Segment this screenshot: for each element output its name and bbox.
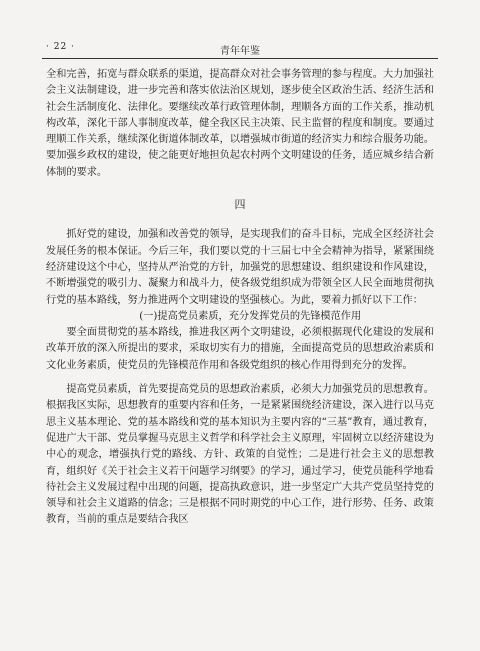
running-title: 青年年鉴 — [220, 46, 260, 57]
paragraph-intro: 抓好党的建设，加强和改善党的领导，是实现我们的奋斗目标，完成全区经济社会发展任务的根本保证。今后三年，我们要以党的十三届七中全会精神为指导，紧紧围绕经济建设这个中心，坚持从严治党的方针，加强党的思想建设、组织建设和作风建设，不断增强党的吸引力、凝聚力和战斗力，使各级党组织成为带领全区人民全面地贯彻执行党的基本路线，努力推进两个文明建设的坚强核心。为此，要着力抓好以下工作： — [46, 229, 434, 306]
paragraph-sub1: 要全面贯彻党的基本路线，推进我区两个文明建设，必须根据现代化建设的发展和改革开放的深入所提出的要求，采取切实有力的措施，全面提高党员的思想政治素质和文化业务素质，使党员的先锋模范作用和各级党组织的核心作用得到充分的发挥。 — [46, 327, 434, 371]
page-number: · 22 · — [46, 42, 75, 52]
body-text — [46, 67, 434, 529]
header-rule — [42, 58, 438, 59]
running-header — [42, 42, 438, 58]
paragraph-continued: 全和完善，拓宽与群众联系的渠道，提高群众对社会事务管理的参与程度。大力加强社会主义法制建设，进一步完善和落实依法治区规划，逐步使全区政治生活、经济生活和社会生活制度化、法律化。要继续改革行政管理体制，理顺各方面的工作关系，推动机构改革，深化干部人事制度改革，健全我区民主决策、民主监督的程度和制度。要通过理顺工作关系，继续深化街道体制改革，以增强城市街道的经济实力和综合服务功能。要加强乡政权的建设，使之能更好地担负起农村两个文明建设的任务，适应城乡结合新体制的要求。 — [46, 69, 434, 178]
subheading: (一)提高党员素质，充分发挥党员的先锋模范作用 — [139, 310, 362, 322]
section-number: 四 — [234, 198, 246, 212]
paragraph-education: 提高党员素质，首先要提高党员的思想政治素质，必须大力加强党员的思想教育。根据我区实际，思想教育的重要内容和任务，一是紧紧围绕经济建设，深入进行以马克思主义基本理论、党的基本路线和党的基本知识为主要内容的“三基”教育，通过教育，促进广大干部、党员掌握马克思主义哲学和科学社会主义原理，牢固树立以经济建设为中心的观念，增强执行党的路线、方针、政策的自觉性；二是进行社会主义的思想教育，组织好《关于社会主义若干问题学习纲要》的学习，通过学习，使党员能科学地看待社会主义发展过程中出现的问题，提高执政意识，进一步坚定广大共产党员坚持党的领导和社会主义道路的信念；三是根据不同时期党的中心工作，进行形势、任务、政策教育，当前的重点是要结合我区 — [46, 384, 434, 526]
